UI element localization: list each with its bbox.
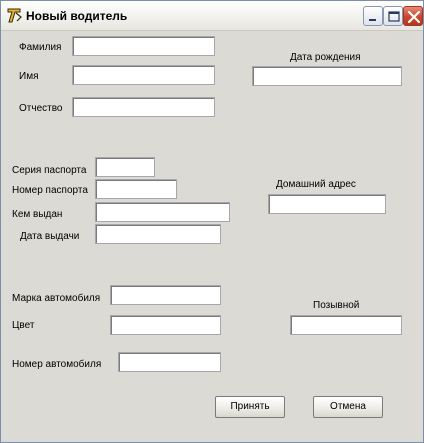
passport-series-label: Серия паспорта — [12, 165, 87, 176]
car-brand-label: Марка автомобиля — [12, 293, 101, 304]
form-area — [2, 32, 422, 442]
name-field[interactable] — [72, 65, 215, 85]
car-brand-field[interactable] — [110, 285, 221, 305]
car-number-label: Номер автомобиля — [12, 359, 102, 370]
home-address-label: Домашний адрес — [276, 179, 356, 190]
close-icon — [404, 7, 424, 27]
patronymic-label: Отчество — [19, 103, 63, 114]
maximize-icon — [384, 7, 404, 27]
issued-by-field[interactable] — [95, 202, 230, 222]
surname-field[interactable] — [72, 36, 215, 56]
window-title: Новый водитель — [26, 9, 128, 23]
color-field[interactable] — [110, 315, 221, 335]
issue-date-label: Дата выдачи — [20, 231, 80, 242]
passport-series-field[interactable] — [95, 157, 155, 177]
close-button[interactable] — [403, 6, 423, 26]
name-label: Имя — [19, 71, 39, 82]
cancel-button[interactable]: Отмена — [313, 396, 383, 418]
minimize-button[interactable] — [363, 6, 383, 26]
birth-date-field[interactable] — [252, 66, 402, 86]
app-icon — [6, 7, 23, 24]
minimize-icon — [364, 7, 384, 27]
car-number-field[interactable] — [118, 352, 221, 372]
accept-button[interactable]: Принять — [215, 396, 285, 418]
title-bar[interactable] — [1, 1, 423, 31]
color-label: Цвет — [12, 320, 35, 331]
passport-number-field[interactable] — [95, 179, 177, 199]
passport-number-label: Номер паспорта — [12, 185, 88, 196]
issue-date-field[interactable] — [95, 224, 221, 244]
callsign-label: Позывной — [313, 300, 360, 311]
maximize-button[interactable] — [383, 6, 403, 26]
home-address-field[interactable] — [268, 194, 386, 214]
callsign-field[interactable] — [290, 315, 402, 335]
surname-label: Фамилия — [19, 42, 62, 53]
patronymic-field[interactable] — [72, 97, 215, 117]
birth-date-label: Дата рождения — [290, 52, 361, 63]
issued-by-label: Кем выдан — [12, 209, 63, 220]
